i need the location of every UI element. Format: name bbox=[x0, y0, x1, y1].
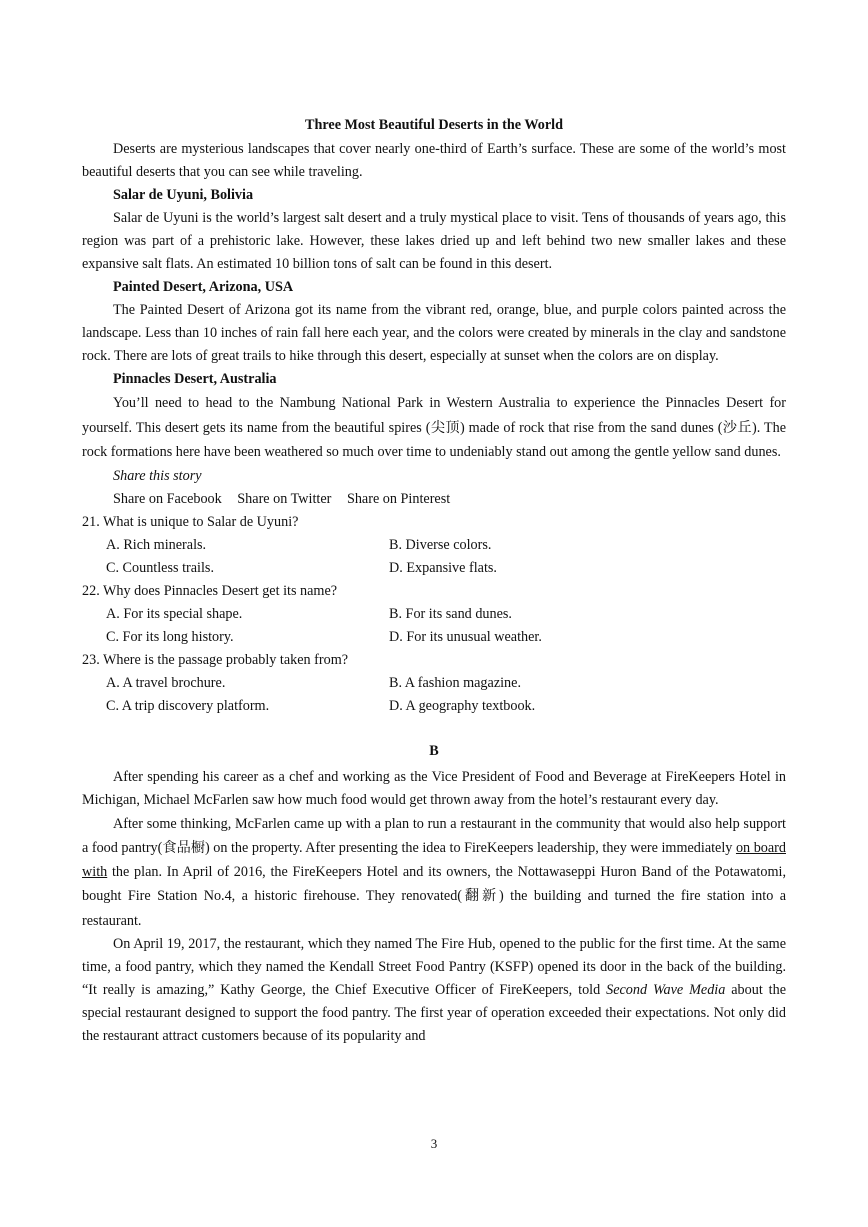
option-c: C. A trip discovery platform. bbox=[106, 697, 270, 714]
underlined-phrase: on board with bbox=[82, 839, 786, 881]
passage-title: Three Most Beautiful Deserts in the World bbox=[305, 117, 563, 133]
page-number: 3 bbox=[430, 1136, 438, 1151]
option-d: D. A geography textbook. bbox=[389, 697, 536, 714]
desert-heading-pinnacles: Pinnacles Desert, Australia bbox=[113, 371, 277, 387]
desert-heading-painted: Painted Desert, Arizona, USA bbox=[113, 279, 294, 295]
option-b: B. Diverse colors. bbox=[389, 536, 492, 553]
section-b-paragraph-3 bbox=[82, 933, 786, 1048]
section-b-heading: B bbox=[429, 742, 439, 759]
question-stem: 23. Where is the passage probably taken from? bbox=[82, 651, 349, 668]
section-b-paragraph-1: After spending his career as a chef and working as the Vice President of Food and Beverage at FireKeepers Hotel in Michigan, Michael McFarlen saw how much food would get thrown away from the hotel’s restaurant every day. bbox=[82, 768, 786, 808]
option-a: A. For its special shape. bbox=[106, 605, 243, 622]
option-d: D. For its unusual weather. bbox=[389, 628, 542, 645]
question-21 bbox=[82, 511, 786, 580]
p3-text-after: about the special restaurant designed to support the food pantry. The first year of operation exceeded their expectations. Not only did the restaurant attract customers because of its popularity and bbox=[82, 981, 786, 1044]
desert-paragraph-pinnacles: You’ll need to head to the Nambung National Park in Western Australia to experience the Pinnacles Desert for yourself. This desert gets its name from the beautiful spires (尖顶) made of rock that rise from the sand dunes (沙丘). The rock formations here have been weathered so much over time to undeniably stand out among the gentle yellow sand dunes. bbox=[82, 395, 786, 460]
question-stem: 22. Why does Pinnacles Desert get its name? bbox=[82, 582, 338, 599]
question-options bbox=[82, 534, 786, 580]
intro-paragraph: Deserts are mysterious landscapes that cover nearly one-third of Earth’s surface. These are some of the world’s most beautiful deserts that you can see while traveling. bbox=[82, 141, 786, 180]
option-d: D. Expansive flats. bbox=[389, 559, 497, 576]
share-facebook-link[interactable]: Share on Facebook bbox=[113, 490, 222, 507]
share-links bbox=[82, 488, 786, 511]
option-c: C. For its long history. bbox=[106, 628, 234, 645]
share-pinterest-link[interactable]: Share on Pinterest bbox=[346, 490, 451, 507]
desert-paragraph-salar: Salar de Uyuni is the world’s largest salt desert and a truly mystical place to visit. Tens of thousands of years ago, this region was part of a prehistoric lake. However, these lakes dried up and left behind two new smaller lakes and these expansive salt flats. An estimated 10 billion tons of salt can be found in this desert. bbox=[82, 210, 786, 272]
desert-paragraph-painted: The Painted Desert of Arizona got its name from the vibrant red, orange, blue, and purple colors painted across the landscape. Less than 10 inches of rain fall here each year, and the colors were created by minerals in the clay and sandstone rock. There are lots of great trails to hike through this desert, especially at sunset when the colors are on display. bbox=[82, 302, 786, 364]
option-a: A. A travel brochure. bbox=[106, 674, 226, 691]
option-b: B. For its sand dunes. bbox=[389, 605, 512, 622]
question-options bbox=[82, 603, 786, 649]
section-b-paragraph-2 bbox=[82, 812, 786, 933]
page-content bbox=[82, 114, 786, 1048]
option-b: B. A fashion magazine. bbox=[389, 674, 521, 691]
question-22 bbox=[82, 580, 786, 649]
italic-source-name: Second Wave Media bbox=[606, 981, 726, 998]
question-23 bbox=[82, 649, 786, 718]
share-label: Share this story bbox=[113, 467, 202, 484]
p3-text-before: On April 19, 2017, the restaurant, which they named The Fire Hub, opened to the public for the first time. At the same time, a food pantry, which they named the Kendall Street Food Pantry (KSFP) opened its door in the back of the building. “It really is amazing,” Kathy George, the Chief Executive Officer of FireKeepers, told bbox=[82, 935, 786, 998]
desert-heading-salar: Salar de Uyuni, Bolivia bbox=[113, 187, 254, 203]
option-c: C. Countless trails. bbox=[106, 559, 214, 576]
share-twitter-link[interactable]: Share on Twitter bbox=[237, 490, 332, 507]
option-a: A. Rich minerals. bbox=[106, 536, 207, 553]
p2-text-before: After some thinking, McFarlen came up with a plan to run a restaurant in the community that would also help support a food pantry(食品橱) on the property. After presenting the idea to FireKeepers leadership, they were immediately bbox=[82, 815, 786, 856]
question-options bbox=[82, 672, 786, 718]
question-stem: 21. What is unique to Salar de Uyuni? bbox=[82, 513, 299, 530]
p2-text-after: the plan. In April of 2016, the FireKeepers Hotel and its owners, the Nottawaseppi Huron Band of the Potawatomi, bought Fire Station No.4, a historic firehouse. They renovated(翻新) the building and turned the fire station into a restaurant. bbox=[82, 864, 786, 929]
